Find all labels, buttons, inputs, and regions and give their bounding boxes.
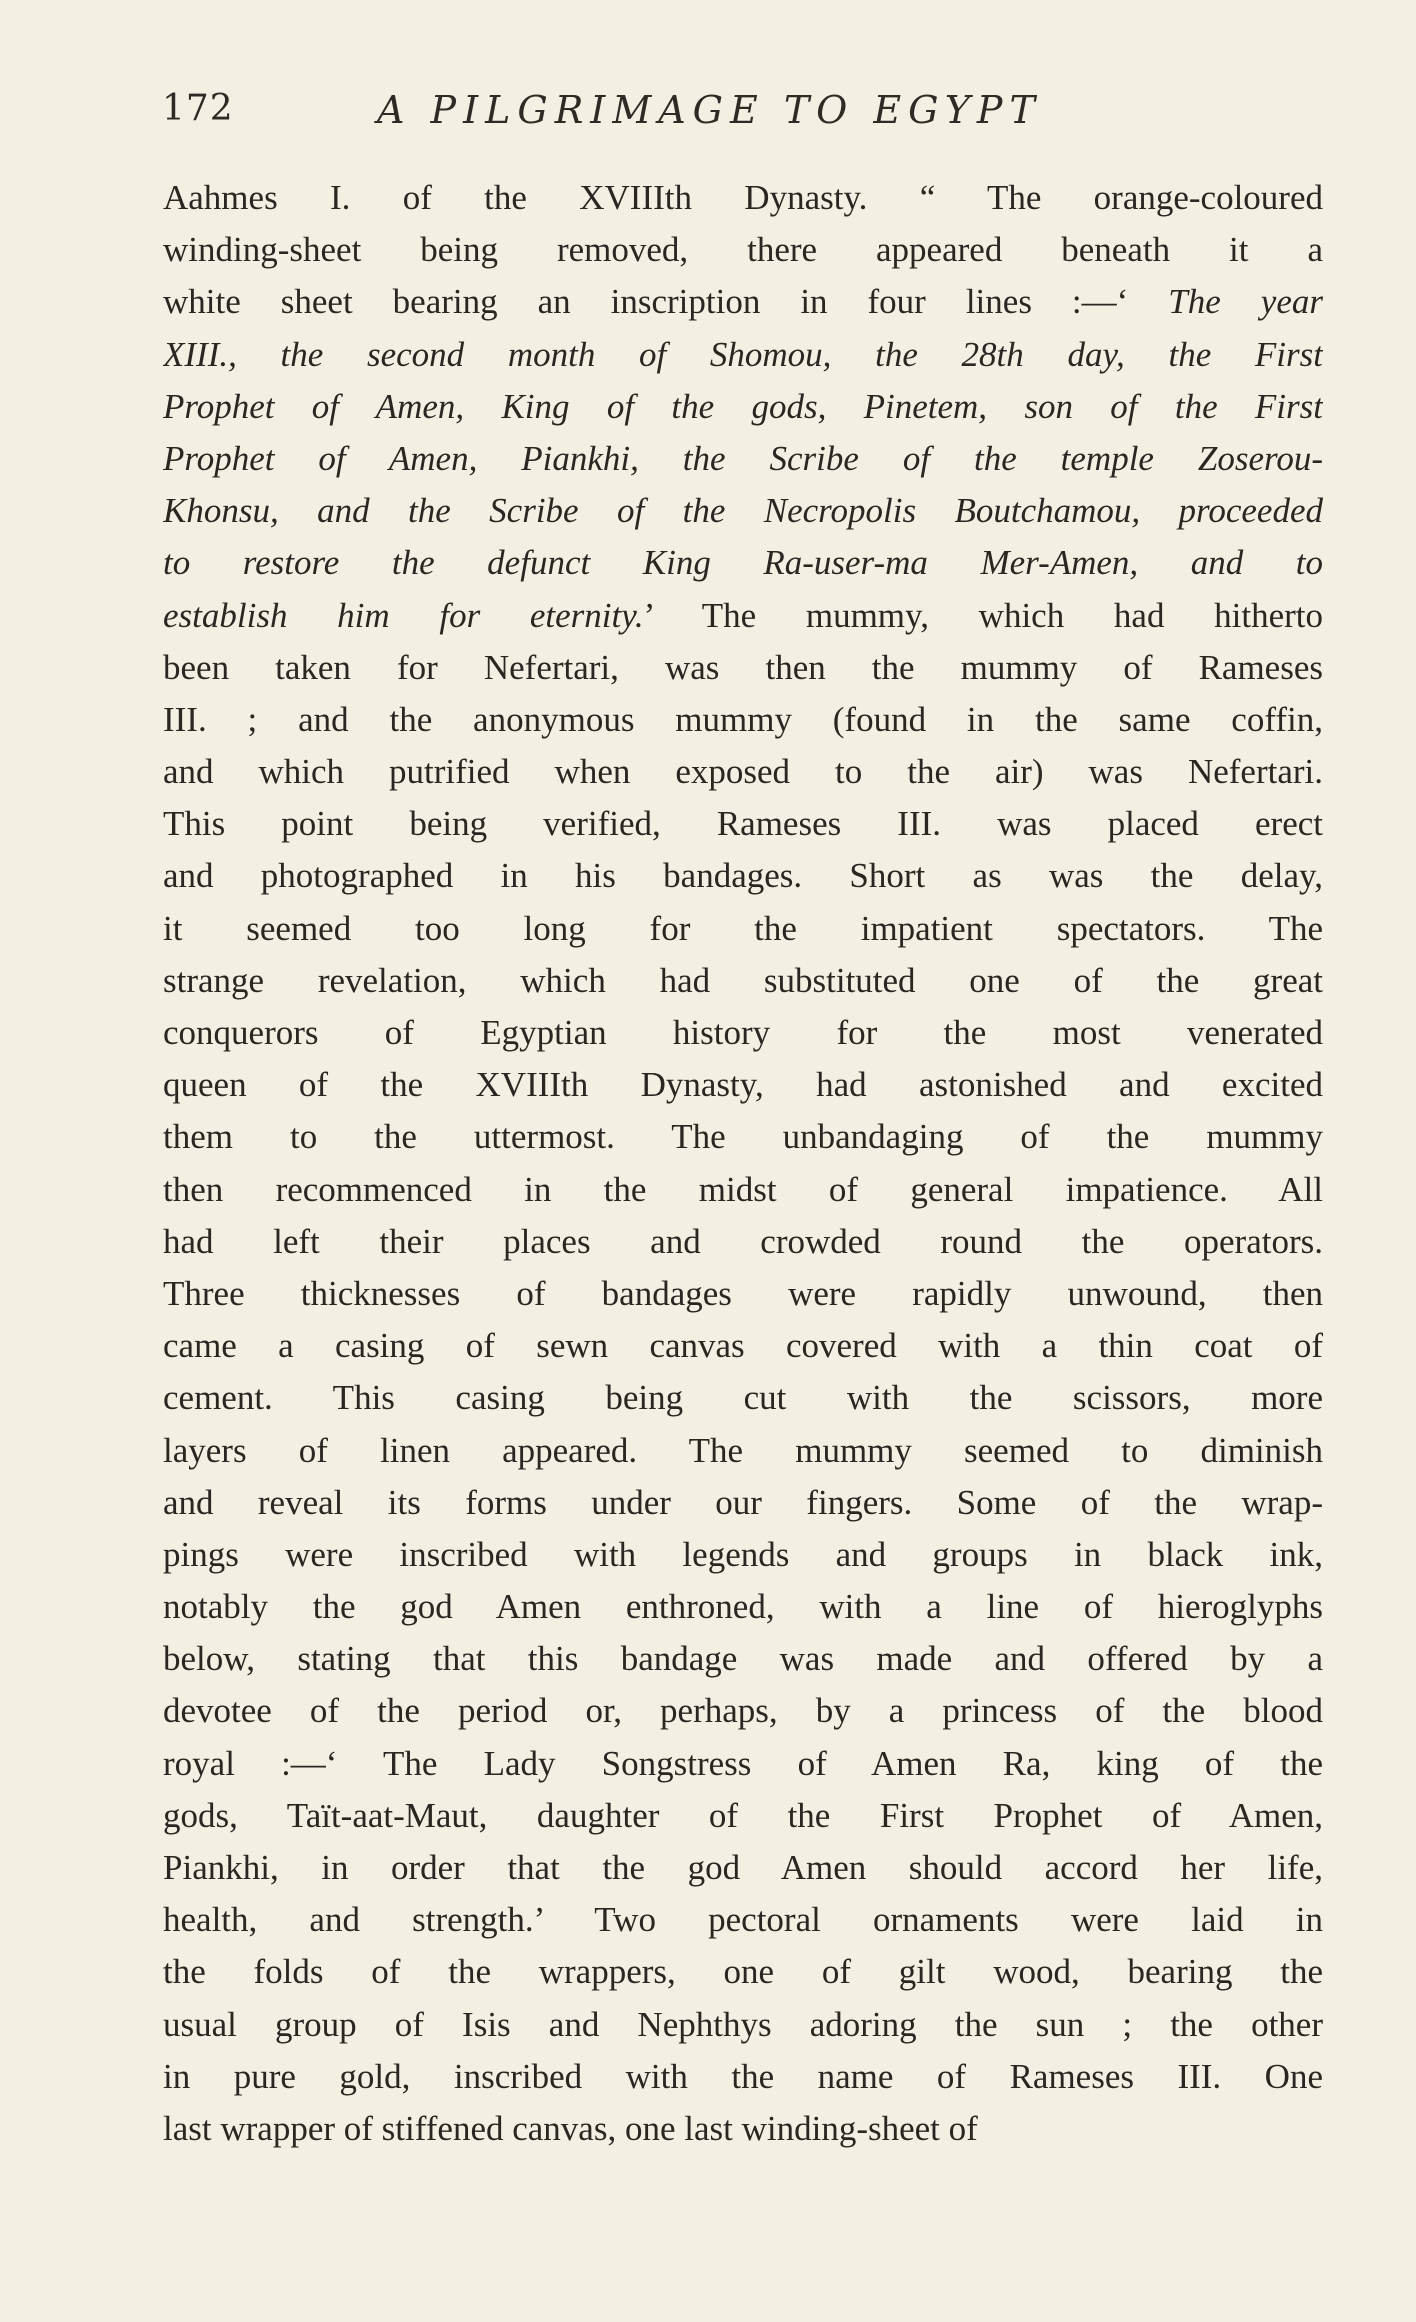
text-line: [163, 433, 1323, 485]
roman-segment: notably the god Amen enthroned, with a line of hieroglyphs: [163, 1587, 1323, 1627]
text-line: [163, 1164, 1323, 1216]
roman-segment: ’ The mummy, which had hitherto: [643, 595, 1323, 635]
text-line: [163, 746, 1323, 798]
text-line: [163, 798, 1323, 850]
text-line: [163, 642, 1323, 694]
text-line: [163, 172, 1323, 224]
roman-segment: the folds of the wrappers, one of gilt wood, bearing the: [163, 1952, 1323, 1992]
text-line: [163, 381, 1323, 433]
italic-segment: Prophet of Amen, Piankhi, the Scribe of the temple Zoserou-: [163, 438, 1323, 478]
text-line: [163, 1111, 1323, 1163]
text-line: [163, 2051, 1323, 2103]
text-line: [163, 1738, 1323, 1790]
roman-segment: and photographed in his bandages. Short as was the delay,: [163, 856, 1323, 896]
roman-segment: conquerors of Egyptian history for the most venerated: [163, 1013, 1323, 1052]
roman-segment: cement. This casing being cut with the scissors, more: [163, 1378, 1323, 1418]
text-line: [163, 1059, 1323, 1111]
text-line: [163, 537, 1323, 589]
text-line: [163, 1790, 1323, 1842]
text-line: [163, 276, 1323, 328]
roman-segment: III. ; and the anonymous mummy (found in the same coffin,: [163, 699, 1323, 739]
text-line: [163, 1685, 1323, 1737]
roman-segment: pings were inscribed with legends and groups in black ink,: [163, 1534, 1323, 1574]
roman-segment: winding-sheet being removed, there appeared beneath it a: [163, 230, 1323, 270]
roman-segment: in pure gold, inscribed with the name of Rameses III. One: [163, 2056, 1323, 2096]
roman-segment: been taken for Nefertari, was then the mummy of Rameses: [163, 647, 1323, 687]
text-line: [163, 590, 1323, 642]
text-line: [163, 1842, 1323, 1894]
text-line: [163, 1894, 1323, 1946]
text-line: [163, 1946, 1323, 1998]
text-line: [163, 1633, 1323, 1685]
text-line: [163, 224, 1323, 276]
roman-segment: Three thicknesses of bandages were rapidly unwound, then: [163, 1273, 1323, 1313]
roman-segment: Aahmes I. of the XVIIIth Dynasty. “ The orange-coloured: [163, 178, 1323, 217]
text-line: [163, 1007, 1323, 1059]
italic-segment: Khonsu, and the Scribe of the Necropolis Boutchamou, proceeded: [163, 491, 1323, 531]
italic-segment: Prophet of Amen, King of the gods, Pinetem, son of the First: [163, 386, 1323, 426]
text-line: [163, 1372, 1323, 1424]
roman-segment: below, stating that this bandage was made and offered by a: [163, 1639, 1323, 1679]
roman-segment: came a casing of sewn canvas covered with a thin coat of: [163, 1326, 1323, 1366]
roman-segment: usual group of Isis and Nephthys adoring the sun ; the other: [163, 2004, 1323, 2044]
body-text: [163, 172, 1323, 2155]
italic-segment: to restore the defunct King Ra-user-ma Mer-Amen, and to: [163, 543, 1323, 583]
text-line: [163, 1999, 1323, 2051]
text-line: [163, 1268, 1323, 1320]
roman-segment: layers of linen appeared. The mummy seemed to diminish: [163, 1430, 1323, 1470]
text-line: [163, 1320, 1323, 1372]
text-line: [163, 903, 1323, 955]
roman-segment: gods, Taït-aat-Maut, daughter of the First Prophet of Amen,: [163, 1795, 1323, 1835]
text-line: [163, 2103, 1323, 2155]
italic-segment: XIII., the second month of Shomou, the 28th day, the First: [163, 334, 1323, 374]
roman-segment: it seemed too long for the impatient spectators. The: [163, 908, 1323, 948]
text-line: [163, 1425, 1323, 1477]
italic-segment: The year: [1168, 282, 1323, 322]
text-line: [163, 329, 1323, 381]
roman-segment: then recommenced in the midst of general impatience. All: [163, 1169, 1323, 1209]
running-title: A PILGRIMAGE TO EGYPT: [377, 88, 1042, 132]
roman-segment: last wrapper of stiffened canvas, one last winding-sheet of: [163, 2108, 978, 2148]
italic-segment: establish him for eternity.: [163, 595, 644, 635]
roman-segment: and which putrified when exposed to the air) was Nefertari.: [163, 752, 1323, 792]
roman-segment: devotee of the period or, perhaps, by a princess of the blood: [163, 1691, 1323, 1731]
roman-segment: and reveal its forms under our fingers. Some of the wrap-: [163, 1482, 1323, 1522]
roman-segment: health, and strength.’ Two pectoral ornaments were laid in: [163, 1900, 1323, 1940]
text-line: [163, 485, 1323, 537]
roman-segment: strange revelation, which had substituted one of the great: [163, 960, 1323, 1000]
roman-segment: had left their places and crowded round the operators.: [163, 1221, 1323, 1261]
roman-segment: them to the uttermost. The unbandaging of the mummy: [163, 1117, 1323, 1157]
roman-segment: white sheet bearing an inscription in four lines :—‘: [163, 282, 1169, 322]
text-line: [163, 1216, 1323, 1268]
roman-segment: queen of the XVIIIth Dynasty, had astonished and excited: [163, 1065, 1323, 1105]
roman-segment: This point being verified, Rameses III. was placed erect: [163, 804, 1323, 844]
text-line: [163, 1529, 1323, 1581]
text-line: [163, 1477, 1323, 1529]
text-line: [163, 694, 1323, 746]
roman-segment: Piankhi, in order that the god Amen should accord her life,: [163, 1848, 1323, 1887]
text-line: [163, 955, 1323, 1007]
page-header: [162, 88, 1322, 158]
roman-segment: royal :—‘ The Lady Songstress of Amen Ra, king of the: [163, 1743, 1323, 1783]
text-line: [163, 1581, 1323, 1633]
text-line: [163, 850, 1323, 902]
page-number: 172: [162, 88, 234, 129]
